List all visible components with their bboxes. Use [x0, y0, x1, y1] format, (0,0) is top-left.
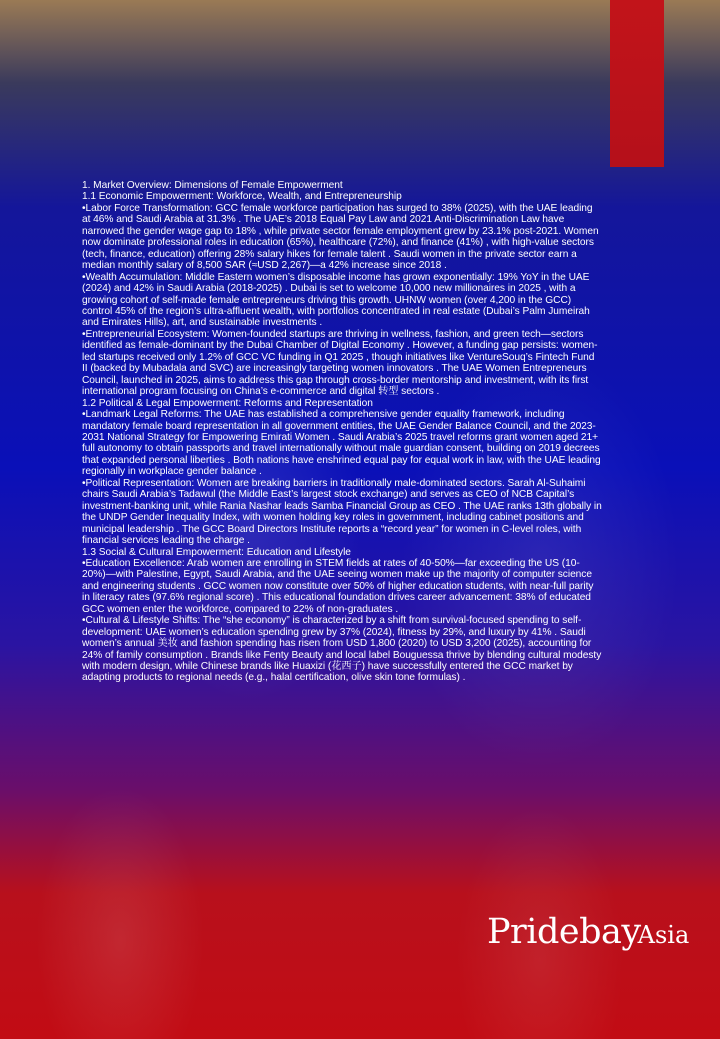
section-heading: 1. Market Overview: Dimensions of Female Empowerment — [82, 180, 343, 191]
subsection-heading: 1.3 Social & Cultural Empowerment: Education and Lifestyle — [82, 546, 351, 558]
logo-suffix-text: Asia — [637, 921, 690, 949]
bullet-paragraph: •Education Excellence: Arab women are enrolling in STEM fields at rates of 40-50%—far exceeding the US (10-20%)—with Palestine, Egypt, Saudi Arabia, and the UAE seeing women make up the majority of computer science and engineering students . GCC women now constitute over 50% of higher education students, with near-full parity in literacy rates (97.6% regional score) . This educational foundation drives career advancement: 38% of educated GCC women enter the workforce, compared to 22% of non-graduates . — [82, 557, 594, 615]
subsection-heading: 1.2 Political & Legal Empowerment: Reforms and Representation — [82, 397, 373, 409]
pridebay-asia-logo — [487, 912, 689, 955]
bullet-paragraph: •Entrepreneurial Ecosystem: Women-founded startups are thriving in wellness, fashion, and green tech—sectors identified as female-dominant by the Dubai Chamber of Digital Economy . However, a funding gap persists: women-led startups received only 1.2% of GCC VC funding in Q1 2025 , though initiatives like VentureSouq’s Fintech Fund II (backed by Mubadala and SVC) are increasingly targeting women innovators . The UAE Women Entrepreneurs Council, launched in 2025, aims to address this gap through cross-border mentorship and investment, with its first international program focusing on China’s e-commerce and digital 转型 sectors . — [82, 328, 598, 398]
bullet-paragraph: •Labor Force Transformation: GCC female workforce participation has surged to 38% (2025), with the UAE leading at 46% and Saudi Arabia at 31.3% . The UAE’s 2018 Equal Pay Law and 2021 Anti-Discrimination Law have narrowed the gender wage gap to 18% , while private sector female employment grew by 23.1% post-2021. Women now dominate professional roles in education (65%), healthcare (72%), and finance (41%) , with high-value sectors (tech, finance, education) offering 28% salary hikes for female talent . Saudi women in the private sector earn a median monthly salary of 8,500 SAR (≈USD 2,267)—a 42% increase since 2018 . — [82, 202, 599, 272]
top-accent-bar — [610, 0, 664, 167]
logo-main-text: Pridebay — [487, 912, 641, 952]
bullet-paragraph: •Cultural & Lifestyle Shifts: The “she economy” is characterized by a shift from survival-focused spending to self-development: UAE women’s education spending grew by 37% (2024), fitness by 29%, and luxury by 41% . Saudi women’s annual 美妆 and fashion spending has risen from USD 1,800 (2020) to USD 3,200 (2025), accounting for 24% of family consumption . Brands like Fenty Beauty and local label Bouguessa thrive by blending cultural modesty with modern design, while Chinese brands like Huaxizi (花西子) have successfully entered the GCC market by adapting products to regional needs (e.g., halal certification, olive skin tone formulas) . — [82, 615, 602, 684]
document-body — [82, 180, 602, 684]
bullet-paragraph: •Landmark Legal Reforms: The UAE has established a comprehensive gender equality framework, including mandatory female board representation in all government entities, the UAE Gender Balance Council, and the 2023-2031 National Strategy for Empowering Emirati Women . Saudi Arabia’s 2025 travel reforms grant women aged 21+ full autonomy to obtain passports and travel internationally without male guardian consent, building on 2019 decrees that expanded personal liberties . Both nations have enshrined equal pay for equal work in law, with the UAE leading regionally in workplace gender balance . — [82, 409, 601, 478]
subsection-heading: 1.1 Economic Empowerment: Workforce, Wealth, and Entrepreneurship — [82, 191, 402, 203]
bullet-paragraph: •Political Representation: Women are breaking barriers in traditionally male-dominated sectors. Sarah Al-Suhaimi chairs Saudi Arabia’s Tadawul (the Middle East’s largest stock exchange) and serves as CEO of NCB Capital’s investment-banking unit, while Rania Nashar leads Samba Financial Group as CEO . The UAE ranks 13th globally in the UNDP Gender Inequality Index, with women holding key roles in government, including cabinet positions and municipal leadership . The GCC Board Directors Institute reports a “record year” for women in C-level roles, with financial services leading the charge . — [82, 477, 602, 547]
bullet-paragraph: •Wealth Accumulation: Middle Eastern women’s disposable income has grown exponentially: 19% YoY in the UAE (2024) and 42% in Saudi Arabia (2018-2025) . Dubai is set to welcome 10,000 new millionaires in 2025 , with a growing cohort of self-made female entrepreneurs driving this growth. UHNW women (over 4,200 in the GCC) control 45% of the region’s ultra-affluent wealth, with portfolios concentrated in real estate (Dubai’s Palm Jumeirah and Emirates Hills), art, and sustainable investments . — [82, 271, 590, 329]
